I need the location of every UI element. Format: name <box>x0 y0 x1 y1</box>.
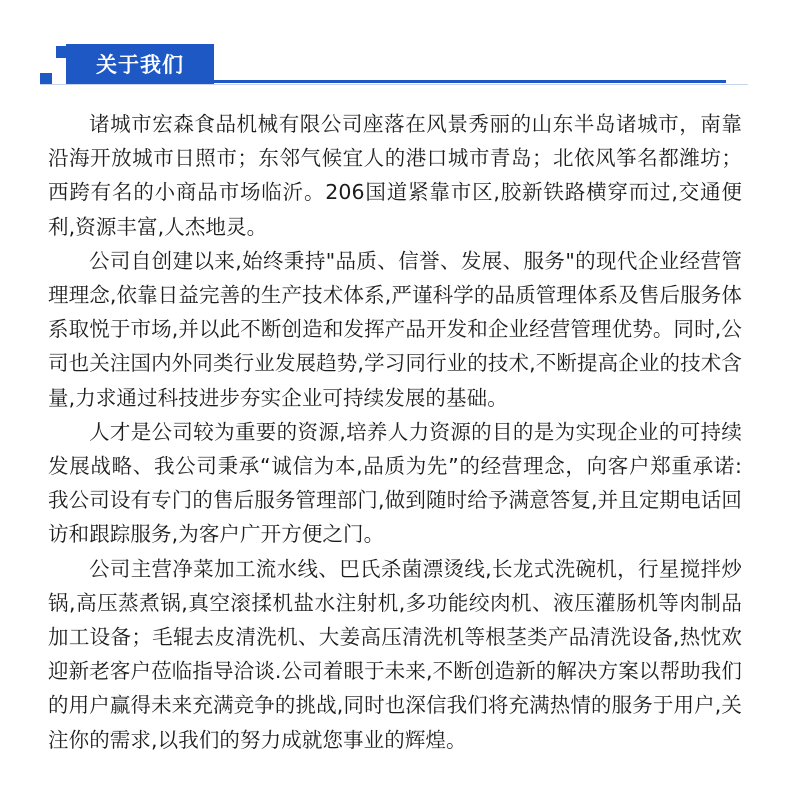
section-header <box>0 0 790 90</box>
section-title-box <box>66 44 214 84</box>
divider-line <box>40 84 748 85</box>
paragraph-talent-service: 人才是公司较为重要的资源,培养人力资源的目的是为实现企业的可持续发展战略、我公司秉承“诚信为本,品质为先”的经营理念，向客户郑重承诺:我公司设有专门的售后服务管理部门,做到随时给予满意答复,并且定期电话回访和跟踪服务,为客户广开方便之门。 <box>48 419 742 547</box>
paragraph-location: 诸城市宏森食品机械有限公司座落在风景秀丽的山东半岛诸城市，南靠沿海开放城市日照市；东邻气候宜人的港口城市青岛；北依风筝名都潍坊；西跨有名的小商品市场临沂。206国道紧靠市区,胶新铁路横穿而过,交通便利,资源丰富,人杰地灵。 <box>48 112 742 239</box>
about-content <box>48 107 742 757</box>
paragraph-philosophy: 公司自创建以来,始终秉持"品质、信誉、发展、服务"的现代企业经营管理理念,依靠日益完善的生产技术体系,严谨科学的品质管理体系及售后服务体系取悦于市场,并以此不断创造和发挥产品开发和企业经营管理优势。同时,公司也关注国内外同类行业发展趋势,学习同行业的技术,不断提高企业的技术含量,力求通过科技进步夯实企业可持续发展的基础。 <box>48 248 742 410</box>
section-title: 关于我们 <box>96 53 184 77</box>
title-underline <box>214 80 726 83</box>
paragraph-products: 公司主营净菜加工流水线、巴氏杀菌漂烫线,长龙式洗碗机，行星搅拌炒锅,高压蒸煮锅,真空滚揉机盐水注射机,多功能绞肉机、液压灌肠机等肉制品加工设备；毛辊去皮清洗机、大姜高压清洗机等根茎类产品清洗设备,热忱欢迎新老客户莅临指导洽谈.公司着眼于未来,不断创造新的解决方案以帮助我们的用户赢得未来充满竞争的挑战,同时也深信我们将充满热情的服务于用户,关注你的需求,以我们的努力成就您事业的辉煌。 <box>48 556 742 752</box>
